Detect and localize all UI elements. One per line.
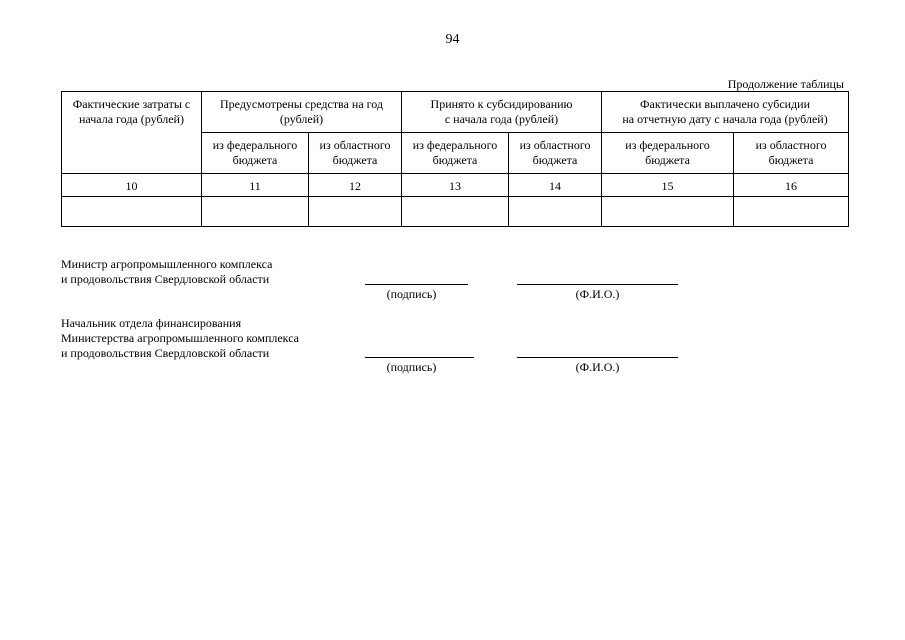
name-caption: (Ф.И.О.) <box>575 360 620 374</box>
header-planned-funds: Предусмотрены средства на год (рублей) <box>202 92 402 133</box>
subheader-federal: из федерального бюджета <box>402 133 509 174</box>
header-actual-costs: Фактические затраты с начала года (рублей) <box>62 92 202 174</box>
signature-line <box>365 284 468 285</box>
subheader-regional: из областного бюджета <box>734 133 849 174</box>
header-row <box>62 92 849 133</box>
signatory-finance-head-title: Начальник отдела финансирования Министерства агропромышленного комплекса и продовольствия Свердловской области <box>61 316 300 360</box>
subheader-federal: из федерального бюджета <box>202 133 309 174</box>
signature-line <box>365 357 474 358</box>
signature-caption: (подпись) <box>386 287 437 301</box>
table-cell <box>62 197 202 227</box>
column-number: 12 <box>309 174 402 197</box>
table-cell <box>734 197 849 227</box>
table-continuation-label: Продолжение таблицы <box>727 77 844 91</box>
table-cell <box>402 197 509 227</box>
column-number: 14 <box>509 174 602 197</box>
signature-caption: (подпись) <box>386 360 437 374</box>
name-caption: (Ф.И.О.) <box>575 287 620 301</box>
column-numbers-row <box>62 174 849 197</box>
table-cell <box>509 197 602 227</box>
header-accepted-subsidy: Принято к субсидированию с начала года (рублей) <box>402 92 602 133</box>
subheader-federal: из федерального бюджета <box>602 133 734 174</box>
name-line <box>517 357 678 358</box>
table-cell <box>309 197 402 227</box>
column-number: 16 <box>734 174 849 197</box>
name-line <box>517 284 678 285</box>
subheader-regional: из областного бюджета <box>309 133 402 174</box>
signatory-minister-title: Министр агропромышленного комплекса и продовольствия Свердловской области <box>61 257 273 286</box>
subsidy-table <box>61 91 849 227</box>
table-cell <box>602 197 734 227</box>
header-actually-paid: Фактически выплачено субсидии на отчетную дату с начала года (рублей) <box>602 92 849 133</box>
column-number: 15 <box>602 174 734 197</box>
table-cell <box>202 197 309 227</box>
column-number: 10 <box>62 174 202 197</box>
column-number: 13 <box>402 174 509 197</box>
column-number: 11 <box>202 174 309 197</box>
data-row-empty <box>62 197 849 227</box>
subheader-regional: из областного бюджета <box>509 133 602 174</box>
page-number: 94 <box>445 32 460 47</box>
